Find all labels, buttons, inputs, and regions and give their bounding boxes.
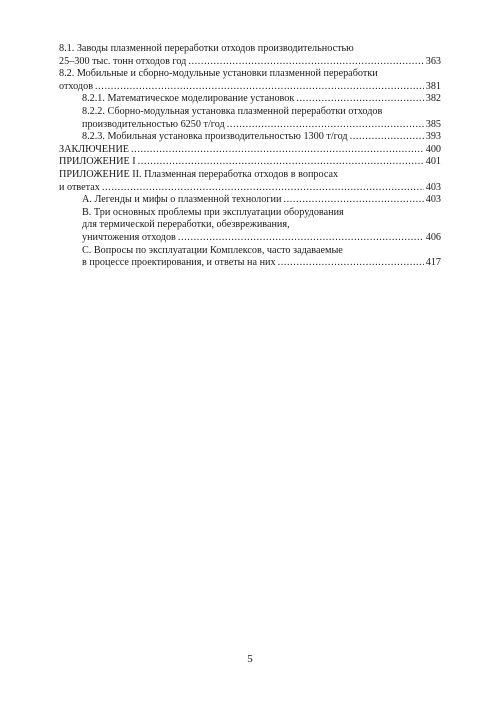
toc-entry xyxy=(59,245,441,270)
toc-entry-text: В. Три основных проблемы при эксплуатации оборудования xyxy=(82,206,344,218)
toc-entry-text: 8.2.2. Сборно-модульная установка плазменной переработки отходов xyxy=(82,105,383,117)
toc-entry-row xyxy=(59,56,441,69)
toc-entry-text: ПРИЛОЖЕНИЕ II. Плазменная переработка отходов в вопросах xyxy=(59,168,339,180)
toc-page-number: 382 xyxy=(425,93,441,105)
toc-entry xyxy=(59,156,441,169)
toc-page-number: 363 xyxy=(425,55,441,67)
dot-leader xyxy=(296,93,423,106)
toc-entry-text: ПРИЛОЖЕНИЕ I xyxy=(59,156,136,168)
toc-entry-text: 8.1. Заводы плазменной переработки отходов производительностью xyxy=(59,43,354,54)
toc-entry xyxy=(59,194,441,207)
toc-entry-text: А. Легенды и мифы о плазменной технологии xyxy=(82,194,282,206)
toc-entry-text: 8.2.3. Мобильная установка производительностью 1300 т/год xyxy=(82,131,348,143)
toc-page-number: 385 xyxy=(425,118,441,130)
toc-entry xyxy=(59,68,441,93)
dot-leader xyxy=(131,144,424,157)
toc-entry-text: отходов xyxy=(59,80,94,92)
toc-entry-text: для термической переработки, обезвреживания, xyxy=(82,219,290,231)
toc-entry-row xyxy=(82,257,441,270)
dot-leader xyxy=(283,194,423,207)
toc-entry-row xyxy=(82,131,441,144)
toc-page-number: 417 xyxy=(425,257,441,269)
toc-entry-text: в процессе проектирования, и ответы на них xyxy=(82,257,276,269)
toc-page-number: 393 xyxy=(425,131,441,143)
dot-leader xyxy=(102,182,424,195)
dot-leader xyxy=(227,119,424,132)
dot-leader xyxy=(95,81,424,94)
toc-page-number: 400 xyxy=(425,143,441,155)
toc-page-number: 403 xyxy=(425,194,441,206)
toc-entry xyxy=(59,144,441,157)
dot-leader xyxy=(188,56,423,69)
dot-leader xyxy=(350,131,424,144)
toc-entry-row xyxy=(82,119,441,132)
toc-entry xyxy=(59,131,441,144)
toc-entry xyxy=(59,207,441,245)
dot-leader xyxy=(138,156,424,169)
toc-entry-text: 8.2. Мобильные и сборно-модульные установки плазменной переработки xyxy=(59,68,378,80)
toc-entry xyxy=(59,93,441,106)
toc-entry-text: ЗАКЛЮЧЕНИЕ xyxy=(59,143,130,155)
toc-entry-text: уничтожения отходов xyxy=(82,231,176,243)
toc-entry xyxy=(59,106,441,131)
toc-entry-row xyxy=(82,93,441,106)
table-of-contents xyxy=(59,43,441,270)
toc-page-number: 401 xyxy=(425,156,441,168)
toc-entry xyxy=(59,169,441,194)
toc-entry xyxy=(59,43,441,68)
dot-leader xyxy=(278,257,424,270)
toc-entry-row xyxy=(59,81,441,94)
toc-entry-row xyxy=(59,144,441,157)
toc-entry-text: 8.2.1. Математическое моделирование установок xyxy=(82,93,295,105)
toc-page-number: 403 xyxy=(425,181,441,193)
toc-entry-row xyxy=(82,232,441,245)
toc-page-number: 381 xyxy=(425,80,441,92)
toc-entry-row xyxy=(59,182,441,195)
toc-entry-row xyxy=(59,156,441,169)
toc-entry-row xyxy=(82,194,441,207)
toc-entry-text: С. Вопросы по эксплуатации Комплексов, часто задаваемые xyxy=(82,244,343,256)
toc-entry-text: 25–300 тыс. тонн отходов год xyxy=(59,55,187,67)
toc-entry-text: производительностью 6250 т/год xyxy=(82,118,225,130)
toc-entry-text: и ответах xyxy=(59,181,100,193)
dot-leader xyxy=(178,232,424,245)
toc-page-number: 406 xyxy=(425,231,441,243)
page-number: 5 xyxy=(247,653,253,665)
